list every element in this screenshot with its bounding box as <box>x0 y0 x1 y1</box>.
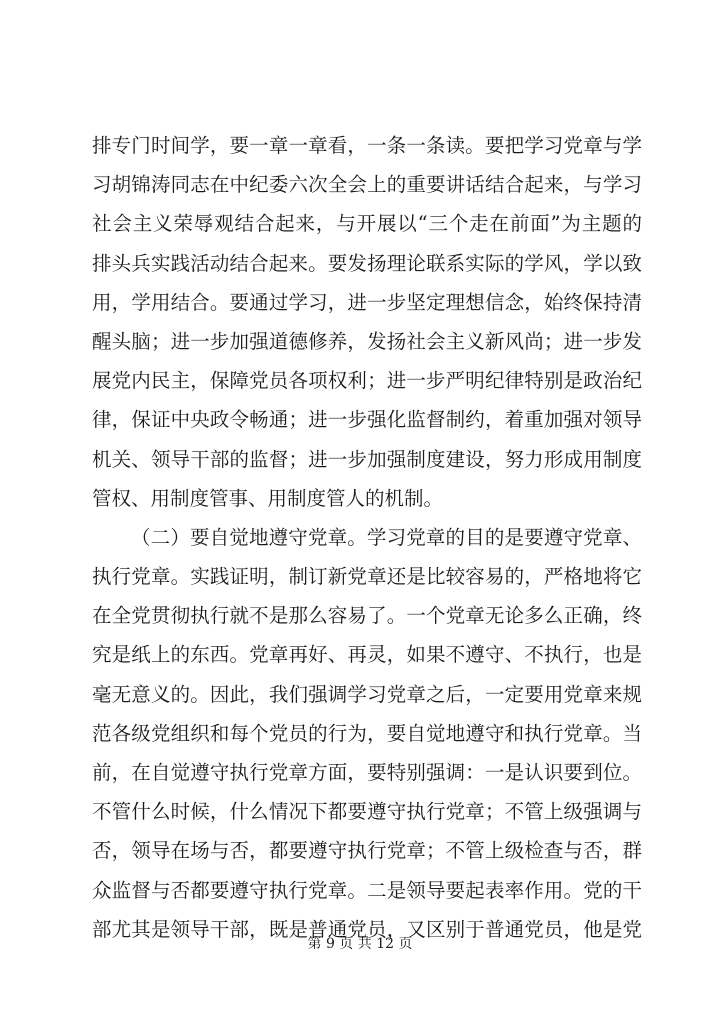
text-line: 部尤其是领导干部，既是普通党员，又区别于普通党员，他是党 <box>92 917 642 941</box>
text-line: 排头兵实践活动结合起来。要发扬理论联系实际的学风，学以致 <box>92 251 642 275</box>
text-line: 前，在自觉遵守执行党章方面，要特别强调：一是认识要到位。 <box>92 761 642 784</box>
page-number: 第 9 页 共 12 页 <box>307 936 413 952</box>
text-line: 执行党章。实践证明，制订新党章还是比较容易的，严格地将它 <box>92 565 642 589</box>
text-line: 律，保证中央政令畅通；进一步强化监督制约，着重加强对领导 <box>92 408 642 432</box>
text-line: 毫无意义的。因此，我们强调学习党章之后，一定要用党章来规 <box>92 682 642 706</box>
text-line: 究是纸上的东西。党章再好、再灵，如果不遵守、不执行，也是 <box>92 643 642 667</box>
text-line: 用，学用结合。要通过学习，进一步坚定理想信念，始终保持清 <box>92 290 642 314</box>
text-line: 否，领导在场与否，都要遵守执行党章；不管上级检查与否，群 <box>92 839 642 863</box>
text-line: 机关、领导干部的监督；进一步加强制度建设，努力形成用制度 <box>92 447 642 471</box>
text-line: 习胡锦涛同志在中纪委六次全会上的重要讲话结合起来，与学习 <box>92 173 642 197</box>
text-line: 不管什么时候，什么情况下都要遵守执行党章；不管上级强调与 <box>92 800 642 824</box>
text-line: 展党内民主，保障党员各项权利；进一步严明纪律特别是政治纪 <box>92 369 642 393</box>
text-line: 众监督与否都要遵守执行党章。二是领导要起表率作用。党的干 <box>92 878 642 902</box>
text-line: 范各级党组织和每个党员的行为，要自觉地遵守和执行党章。当 <box>92 721 642 745</box>
text-line: 社会主义荣辱观结合起来，与开展以“三个走在前面”为主题的 <box>92 212 642 236</box>
text-line-indented: （二）要自觉地遵守党章。学习党章的目的是要遵守党章、 <box>131 525 642 549</box>
text-line: 在全党贯彻执行就不是那么容易了。一个党章无论多么正确，终 <box>92 604 642 628</box>
text-line: 管权、用制度管事、用制度管人的机制。 <box>92 486 444 510</box>
page-footer <box>0 934 720 954</box>
body-text <box>92 126 642 949</box>
text-line: 醒头脑；进一步加强道德修养，发扬社会主义新风尚；进一步发 <box>92 329 642 353</box>
text-line: 排专门时间学，要一章一章看，一条一条读。要把学习党章与学 <box>92 134 642 157</box>
